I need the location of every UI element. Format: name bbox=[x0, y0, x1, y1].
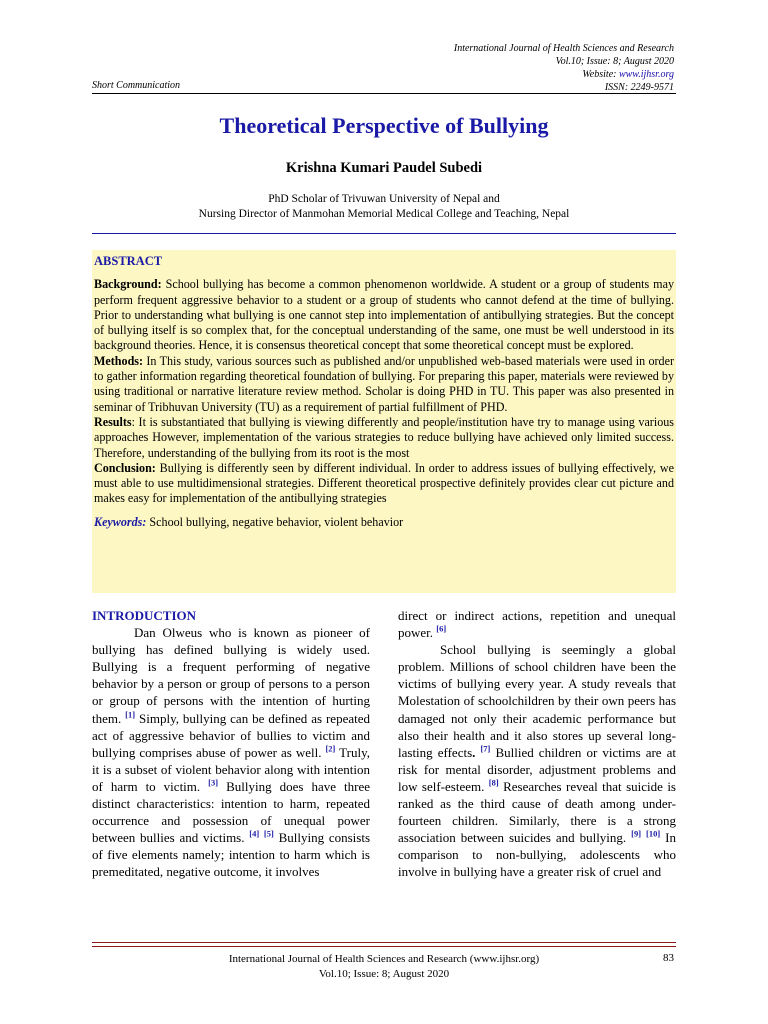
continued-paragraph: direct or indirect actions, repetition and unequal power. [6] bbox=[398, 608, 676, 641]
journal-website: Website: www.ijhsr.org bbox=[582, 69, 674, 80]
citation-9[interactable]: [9] bbox=[631, 828, 642, 839]
citation-2[interactable]: [2] bbox=[325, 743, 336, 754]
author-name: Krishna Kumari Paudel Subedi bbox=[285, 160, 483, 176]
intro-paragraph: Dan Olweus who is known as pioneer of bullying has defined bullying is widely used. Bullying is a frequent performing of negative behavior by a person or group of persons to a person or group of persons with the intention of hurting them. [1] Simply, bullying can be defined as repeated act of aggressive behavior of bullies to victim and bullying comprises abuse of power as well. [2] Truly, it is a subset of violent behavior along with intention of harm to victim. [3] Bullying does have three distinct characteristics: intention to harm, repeated occurrence and possession of unequal power between bullies and victims. [4] [5] Bullying consists of five elements namely; intention to harm which is premeditated, negative outcome, it involves bbox=[92, 625, 371, 880]
introduction-heading: INTRODUCTION bbox=[92, 608, 197, 623]
abstract-heading: ABSTRACT bbox=[94, 254, 163, 268]
keywords: Keywords: School bullying, negative behavior, violent behavior bbox=[94, 514, 404, 529]
website-link[interactable]: www.ijhsr.org bbox=[618, 69, 674, 80]
footer-divider-thick bbox=[92, 942, 676, 943]
page-number: 83 bbox=[663, 952, 674, 964]
article-type: Short Communication bbox=[92, 80, 181, 91]
bullying-problem-paragraph: School bullying is seemingly a global problem. Millions of school children have been the victims of bullying every year. A study reveals that Molestation of schoolchildren by their own peers has damaged not only their academic performance but also their health and it also stores up several long-lasting effects. [7] Bullied children or victims are at risk for mental disorder, adjustment problems and low self-esteem. [8] Researches reveal that suicide is ranked as the third cause of death among under- fourteen children. Similarly, there is a strong association between suicides and bullying. [9] [10] In comparison to non-bullying, adolescents who involve in bullying have a greater risk of cruel and bbox=[398, 642, 677, 880]
citation-10[interactable]: [10] bbox=[646, 828, 661, 839]
footer-volume: Vol.10; Issue: 8; August 2020 bbox=[318, 968, 450, 980]
footer-citation bbox=[92, 952, 676, 982]
citation-6[interactable]: [6] bbox=[436, 623, 447, 634]
citation-5[interactable]: [5] bbox=[263, 828, 274, 839]
citation-1[interactable]: [1] bbox=[125, 709, 136, 720]
title-divider bbox=[92, 233, 676, 234]
abstract-background: Background: School bullying has become a common phenomenon worldwide. A student or a group of students may perform frequent aggressive behavior to a student or a group of students who cannot defend at the time of bullying. Prior to understanding what bullying is one cannot step into implementation of antibullying strategies. But the concept of bullying itself is so complex that, for the conceptual understanding of the same, one must be well understood in its background theories. Hence, it is consensus theoretical concept that some theoretical concept must be explored. bbox=[94, 277, 674, 353]
body-column-left bbox=[92, 607, 370, 881]
paper-title: Theoretical Perspective of Bullying bbox=[219, 113, 549, 138]
abstract-box bbox=[92, 250, 676, 593]
affiliation-line-2: Nursing Director of Manmohan Memorial Medical College and Teaching, Nepal bbox=[198, 208, 570, 220]
journal-name: International Journal of Health Sciences and Research bbox=[453, 43, 674, 54]
journal-volume: Vol.10; Issue: 8; August 2020 bbox=[555, 56, 674, 67]
citation-7[interactable]: [7] bbox=[480, 743, 491, 754]
author-affiliation bbox=[92, 192, 676, 222]
citation-8[interactable]: [8] bbox=[488, 777, 499, 788]
citation-4[interactable]: [4] bbox=[249, 828, 260, 839]
journal-header bbox=[454, 42, 674, 94]
footer-divider-thin bbox=[92, 946, 676, 947]
affiliation-line-1: PhD Scholar of Trivuwan University of Nepal and bbox=[268, 193, 500, 205]
footer-journal: International Journal of Health Sciences and Research (www.ijhsr.org) bbox=[228, 953, 540, 965]
citation-3[interactable]: [3] bbox=[208, 777, 219, 788]
body-column-right bbox=[398, 607, 676, 881]
abstract-conclusion: Conclusion: Bullying is differently seen by different individual. In order to address issues of bullying effectively, we must able to use multidimensional strategies. Different theoretical prospective definitely provides clear cut picture and makes easy for implementation of the antibullying strategies bbox=[94, 460, 674, 506]
header-divider bbox=[92, 93, 676, 94]
journal-issn: ISSN: 2249-9571 bbox=[604, 82, 674, 93]
abstract-results: Results: It is substantiated that bullying is viewing differently and people/institution have try to manage using various approaches However, implementation of the various strategies to reduce bullying have achieved only limited success. Therefore, understanding of the bullying from its root is the most bbox=[94, 414, 674, 460]
abstract-methods: Methods: In This study, various sources such as published and/or unpublished web-based materials were used in order to gather information regarding theoretical foundation of bullying. For preparing this paper, materials were reviewed by using traditional or narrative literature review method. Scholar is doing PHD in TU. This paper was also presented in seminar of Tribhuvan University (TU) as a requirement of partial fulfillment of PHD. bbox=[94, 353, 674, 414]
